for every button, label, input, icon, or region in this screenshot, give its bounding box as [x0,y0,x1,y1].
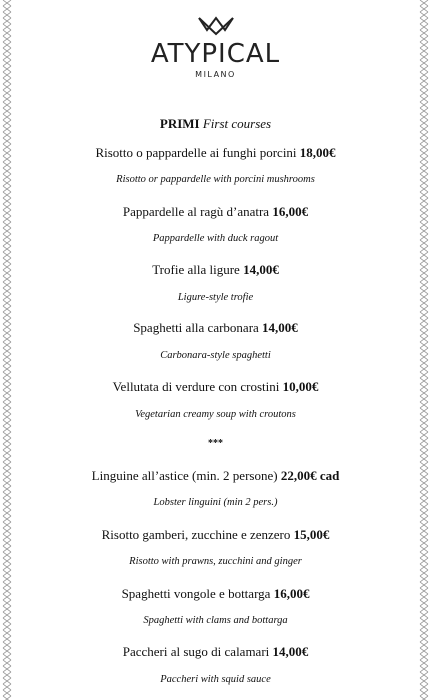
restaurant-logo [0,14,431,79]
dish-name: Spaghetti vongole e bottarga [121,586,271,601]
dish-translation: Paccheri with squid sauce [160,674,271,685]
dish-price: 14,00€ [272,644,309,659]
menu-item [20,468,411,484]
dish-translation: Lobster linguini (min 2 pers.) [153,497,278,508]
dish-price: 14,00€ [243,262,279,277]
dish-name: Linguine all’astice (min. 2 persone) [91,468,278,483]
section-separator: *** [208,438,223,449]
dish-name: Spaghetti alla carbonara [133,320,259,335]
dish-price: 18,00€ [299,145,336,160]
crown-icon [197,14,235,36]
menu-item [20,262,411,278]
menu-item [20,527,411,543]
dish-name: Paccheri al sugo di calamari [122,644,270,659]
dish-price: 15,00€ [293,527,330,542]
section-title-translation: First courses [202,116,272,131]
dish-translation: Risotto with prawns, zucchini and ginger [129,556,302,567]
section-title [20,116,411,132]
menu-item [20,204,411,220]
menu-item [20,145,411,161]
menu-item [20,586,411,602]
dish-translation: Vegetarian creamy soup with croutons [135,409,296,420]
dish-name: Trofie alla ligure [152,262,240,277]
dish-name: Vellutata di verdure con crostini [112,379,280,394]
dish-translation: Spaghetti with clams and bottarga [143,615,288,626]
dish-price: 22,00€ cad [280,468,340,483]
dish-price: 10,00€ [282,379,319,394]
brand-name: ATYPICAL [150,39,281,69]
menu-item [20,379,411,395]
dish-translation: Ligure-style trofie [177,292,254,303]
dish-translation: Pappardelle with duck ragout [152,233,279,244]
section-title-main: PRIMI [159,116,200,131]
dish-price: 16,00€ [273,586,310,601]
dish-price: 14,00€ [262,320,298,335]
dish-translation: Risotto or pappardelle with porcini mushrooms [116,174,315,185]
dish-translation: Carbonara-style spaghetti [160,350,271,361]
menu-item [20,320,411,336]
right-border-pattern [419,0,429,700]
dish-name: Risotto gamberi, zucchine e zenzero [101,527,291,542]
brand-city: MILANO [195,70,236,79]
dish-price: 16,00€ [272,204,309,219]
menu-item [20,644,411,660]
dish-name: Risotto o pappardelle ai funghi porcini [95,145,297,160]
dish-name: Pappardelle al ragù d’anatra [122,204,270,219]
left-border-pattern [2,0,12,700]
